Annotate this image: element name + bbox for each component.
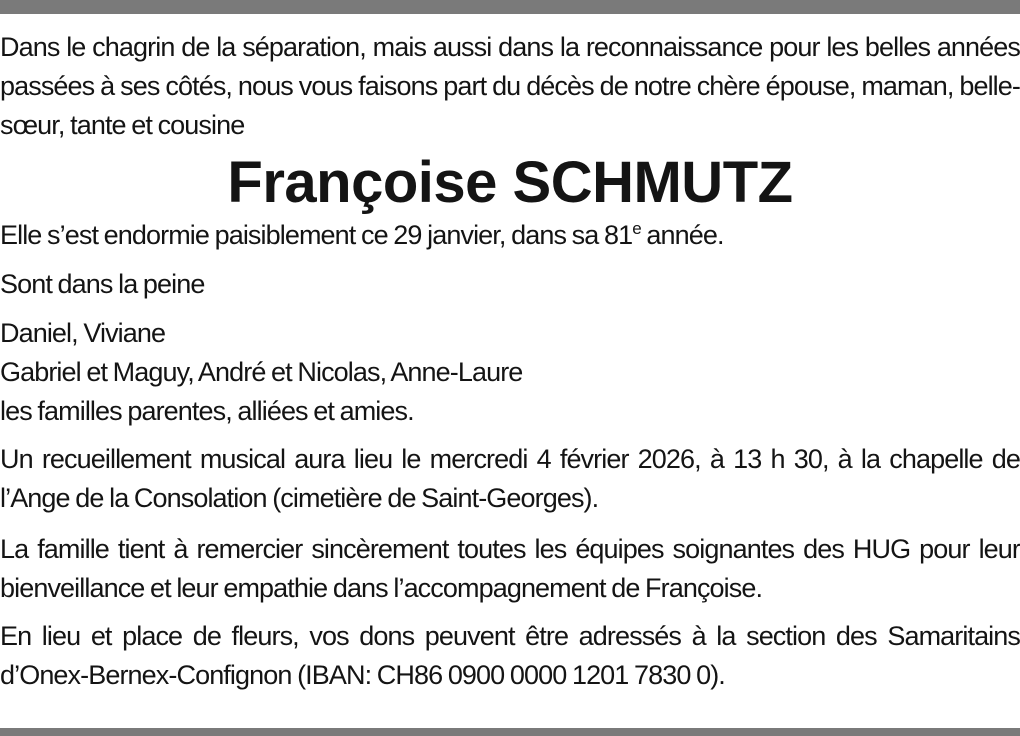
mourners-line: les familles parentes, alliées et amies.	[0, 396, 414, 426]
obituary-notice	[0, 28, 1020, 695]
passing-paragraph	[0, 216, 1020, 255]
ordinal-suffix: e	[632, 219, 641, 238]
mourners-list	[0, 314, 1020, 431]
ceremony-paragraph: Un recueillement musical aura lieu le mercredi 4 février 2026, à 13 h 30, à la chapelle de l’Ange de la Consolation (cimetière de Saint-Georges).	[0, 444, 1020, 513]
mourners-line: Daniel, Viviane	[0, 318, 166, 348]
mourners-heading: Sont dans la peine	[0, 269, 205, 299]
deceased-name: Françoise SCHMUTZ	[227, 150, 793, 215]
bottom-rule	[0, 728, 1020, 736]
top-rule	[0, 0, 1020, 14]
donations-paragraph: En lieu et place de fleurs, vos dons peuvent être adressés à la section des Samaritains d’Onex-Bernex-Confignon (IBAN: CH86 0900 0000 1201 7830 0).	[0, 621, 1020, 690]
intro-paragraph: Dans le chagrin de la séparation, mais aussi dans la reconnaissance pour les belles années passées à ses côtés, nous vous faisons part du décès de notre chère épouse, maman, belle-sœur, tante et cousine	[0, 32, 1020, 140]
mourners-line: Gabriel et Maguy, André et Nicolas, Anne-Laure	[0, 357, 523, 387]
passing-text: Elle s’est endormie paisiblement ce 29 janvier, dans sa 81	[0, 220, 633, 250]
passing-text-end: année.	[640, 220, 724, 250]
thanks-paragraph: La famille tient à remercier sincèrement toutes les équipes soignantes des HUG pour leur bienveillance et leur empathie dans l’accompagnement de Françoise.	[0, 534, 1020, 603]
